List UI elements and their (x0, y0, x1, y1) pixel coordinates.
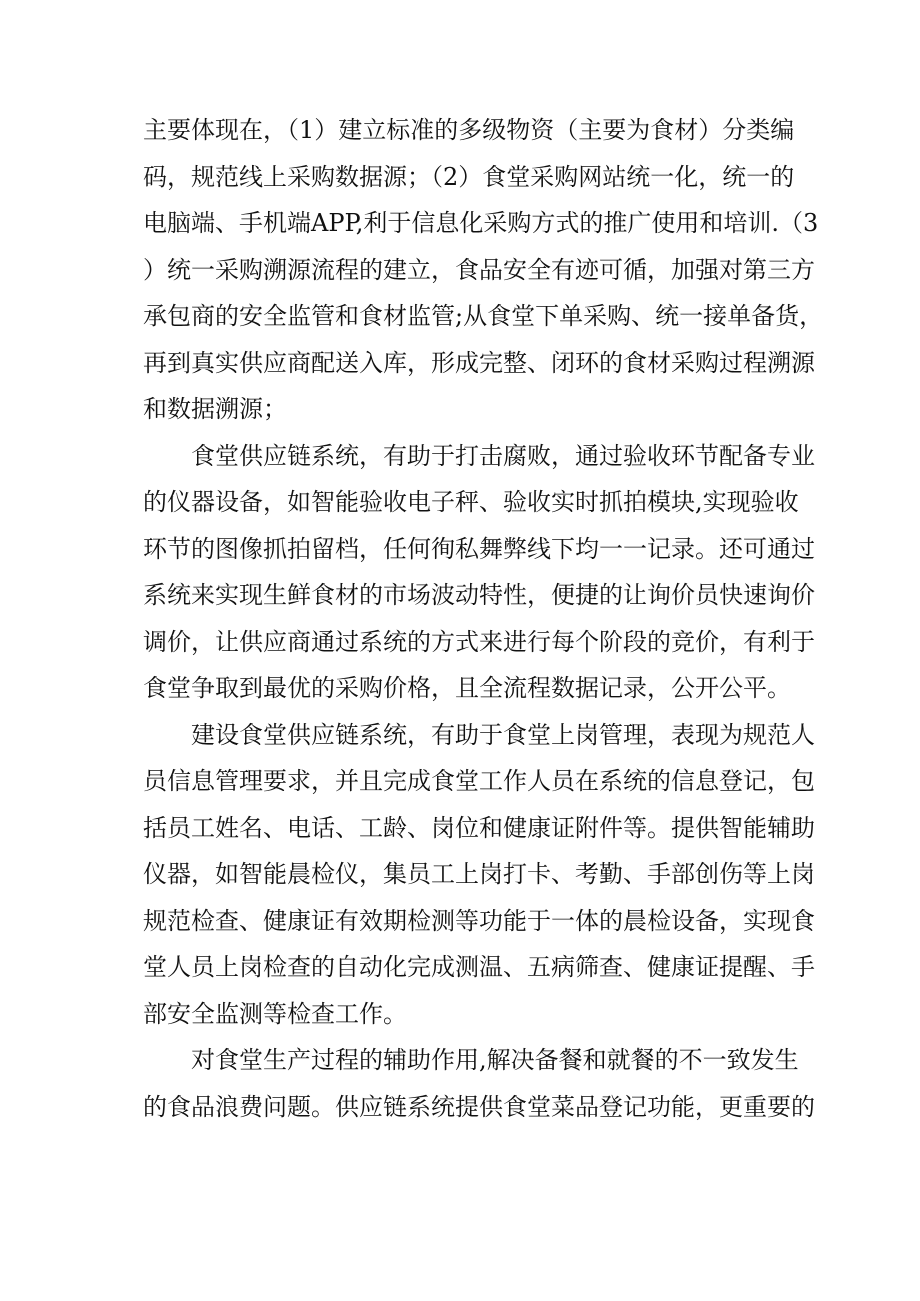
text-line: ）统一采购溯源流程的建立，食品安全有迹可循，加强对第三方 (143, 255, 815, 284)
text-line: 食堂争取到最优的采购价格，且全流程数据记录，公开公平。 (143, 674, 791, 702)
text-line: 电脑端、手机端APP,利于信息化采购方式的推广使用和培训.（3 (143, 209, 819, 237)
text-line: 的食品浪费问题。供应链系统提供食堂菜品登记功能，更重要的 (143, 1092, 815, 1121)
text-line: 堂人员上岗检查的自动化完成测温、五病筛查、健康证提醒、手 (143, 953, 815, 981)
text-line: 码，规范线上采购数据源；（2）食堂采购网站统一化，统一的 (143, 162, 795, 191)
text-line: 对食堂生产过程的辅助作用,解决备餐和就餐的不一致发生 (191, 1046, 799, 1074)
text-line: 承包商的安全监管和食材监管;从食堂下单采购、统一接单备货， (143, 302, 824, 330)
text-line: 建设食堂供应链系统，有助于食堂上岗管理，表现为规范人 (191, 720, 815, 749)
paragraph-staff-management (143, 712, 815, 1038)
text-line: 部安全监测等检查工作。 (143, 999, 407, 1028)
text-line: 括员工姓名、电话、工龄、岗位和健康证附件等。提供智能辅助 (143, 813, 815, 842)
text-line: 规范检查、健康证有效期检测等功能于一体的晨检设备，实现食 (143, 906, 815, 935)
text-line: 员信息管理要求，并且完成食堂工作人员在系统的信息登记，包 (143, 767, 815, 795)
paragraph-production-support (143, 1037, 815, 1130)
text-line: 仪器，如智能晨检仪，集员工上岗打卡、考勤、手部创伤等上岗 (143, 860, 815, 888)
text-line: 系统来实现生鲜食材的市场波动特性，便捷的让询价员快速询价 (143, 581, 815, 609)
text-line: 的仪器设备，如智能验收电子秤、验收实时抓拍模块,实现验收 (143, 488, 799, 516)
text-line: 环节的图像抓拍留档，任何徇私舞弊线下均一一记录。还可通过 (143, 534, 815, 563)
text-line: 食堂供应链系统，有助于打击腐败，通过验收环节配备专业 (191, 441, 815, 470)
text-line: 再到真实供应商配送入库，形成完整、闭环的食材采购过程溯源 (143, 348, 815, 377)
document-body (143, 107, 824, 1130)
text-line: 和数据溯源； (143, 395, 287, 423)
text-line: 调价，让供应商通过系统的方式来进行每个阶段的竞价，有利于 (143, 627, 815, 656)
paragraph-procurement (143, 107, 824, 433)
paragraph-anti-corruption (143, 433, 815, 712)
text-line: 主要体现在，（1）建立标准的多级物资（主要为食材）分类编 (143, 116, 795, 144)
